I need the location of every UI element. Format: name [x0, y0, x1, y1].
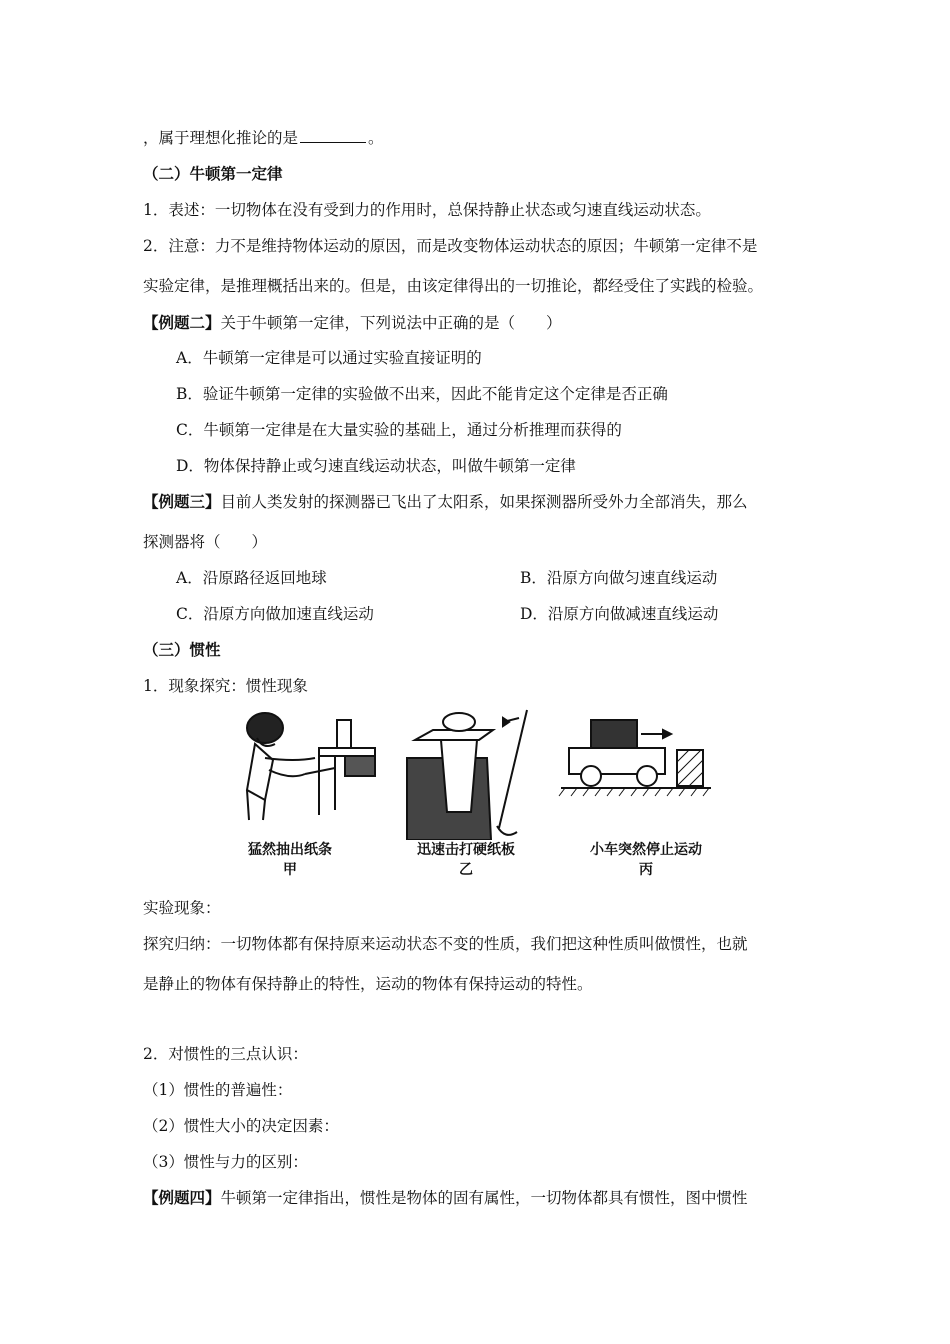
- paragraph: 实验现象：: [143, 899, 221, 917]
- text-line: [143, 128, 384, 148]
- section-title: （二）牛顿第一定律: [143, 164, 283, 183]
- inertia-illustrations: [235, 700, 725, 840]
- option-c[interactable]: C．沿原方向做加速直线运动: [176, 605, 374, 623]
- option-b[interactable]: B．验证牛顿第一定律的实验做不出来，因此不能肯定这个定律是否正确: [176, 385, 668, 403]
- paragraph: 实验定律，是推理概括出来的。但是，由该定律得出的一切推论，都经受住了实践的检验。: [143, 277, 764, 295]
- answer-blank[interactable]: [300, 128, 366, 143]
- text-fragment: ，属于理想化推论的是: [143, 129, 299, 147]
- option-a[interactable]: A．牛顿第一定律是可以通过实验直接证明的: [176, 349, 482, 367]
- example-tag: 【例题三】: [143, 492, 221, 511]
- figure-caption-text: 猛然抽出纸条: [248, 842, 332, 858]
- paragraph: 2．对惯性的三点认识：: [143, 1045, 308, 1063]
- option-b[interactable]: B．沿原方向做匀速直线运动: [520, 569, 718, 587]
- paragraph: 1．表述：一切物体在没有受到力的作用时，总保持静止状态或匀速直线运动状态。: [143, 201, 711, 219]
- paragraph: 2．注意：力不是维持物体运动的原因，而是改变物体运动状态的原因；牛顿第一定律不是: [143, 237, 758, 255]
- paragraph: 1．现象探究：惯性现象: [143, 677, 308, 695]
- example-tag: 【例题四】: [143, 1188, 221, 1207]
- sub-point: （2）惯性大小的决定因素：: [143, 1117, 339, 1135]
- question-text: 目前人类发射的探测器已飞出了太阳系，如果探测器所受外力全部消失，那么: [220, 493, 748, 511]
- figure-label: 乙: [459, 862, 473, 878]
- example-tag: 【例题二】: [143, 313, 221, 332]
- figure-caption-yi: [401, 840, 531, 880]
- figure-label: 甲: [283, 862, 297, 878]
- figure-label: 丙: [639, 862, 653, 878]
- question-text: 探测器将（ ）: [143, 533, 268, 551]
- sub-point: （1）惯性的普遍性：: [143, 1081, 293, 1099]
- figure-yi-drawing: [407, 710, 527, 840]
- text-fragment: 。: [368, 129, 384, 147]
- example-question: [143, 1188, 748, 1208]
- inertia-figures: [235, 700, 725, 885]
- option-d[interactable]: D．沿原方向做减速直线运动: [520, 605, 719, 623]
- question-text: 牛顿第一定律指出，惯性是物体的固有属性，一切物体都具有惯性，图中惯性: [220, 1189, 748, 1207]
- option-c[interactable]: C．牛顿第一定律是在大量实验的基础上，通过分析推理而获得的: [176, 421, 622, 439]
- section-title: （三）惯性: [143, 640, 221, 659]
- question-text: 关于牛顿第一定律，下列说法中正确的是（ ）: [220, 314, 562, 332]
- figure-caption-text: 小车突然停止运动: [590, 842, 702, 858]
- example-question: [143, 313, 562, 333]
- option-d[interactable]: D．物体保持静止或匀速直线运动状态，叫做牛顿第一定律: [176, 457, 576, 475]
- option-a[interactable]: A．沿原路径返回地球: [176, 569, 327, 587]
- figure-jia-drawing: [247, 713, 375, 820]
- sub-point: （3）惯性与力的区别：: [143, 1153, 308, 1171]
- figure-bing-drawing: [559, 720, 711, 796]
- example-question: [143, 492, 748, 512]
- paragraph: 探究归纳：一切物体都有保持原来运动状态不变的性质，我们把这种性质叫做惯性，也就: [143, 935, 748, 953]
- figure-caption-bing: [571, 840, 721, 880]
- paragraph: 是静止的物体有保持静止的特性，运动的物体有保持运动的特性。: [143, 975, 593, 993]
- figure-caption-jia: [235, 840, 345, 880]
- figure-caption-text: 迅速击打硬纸板: [417, 842, 515, 858]
